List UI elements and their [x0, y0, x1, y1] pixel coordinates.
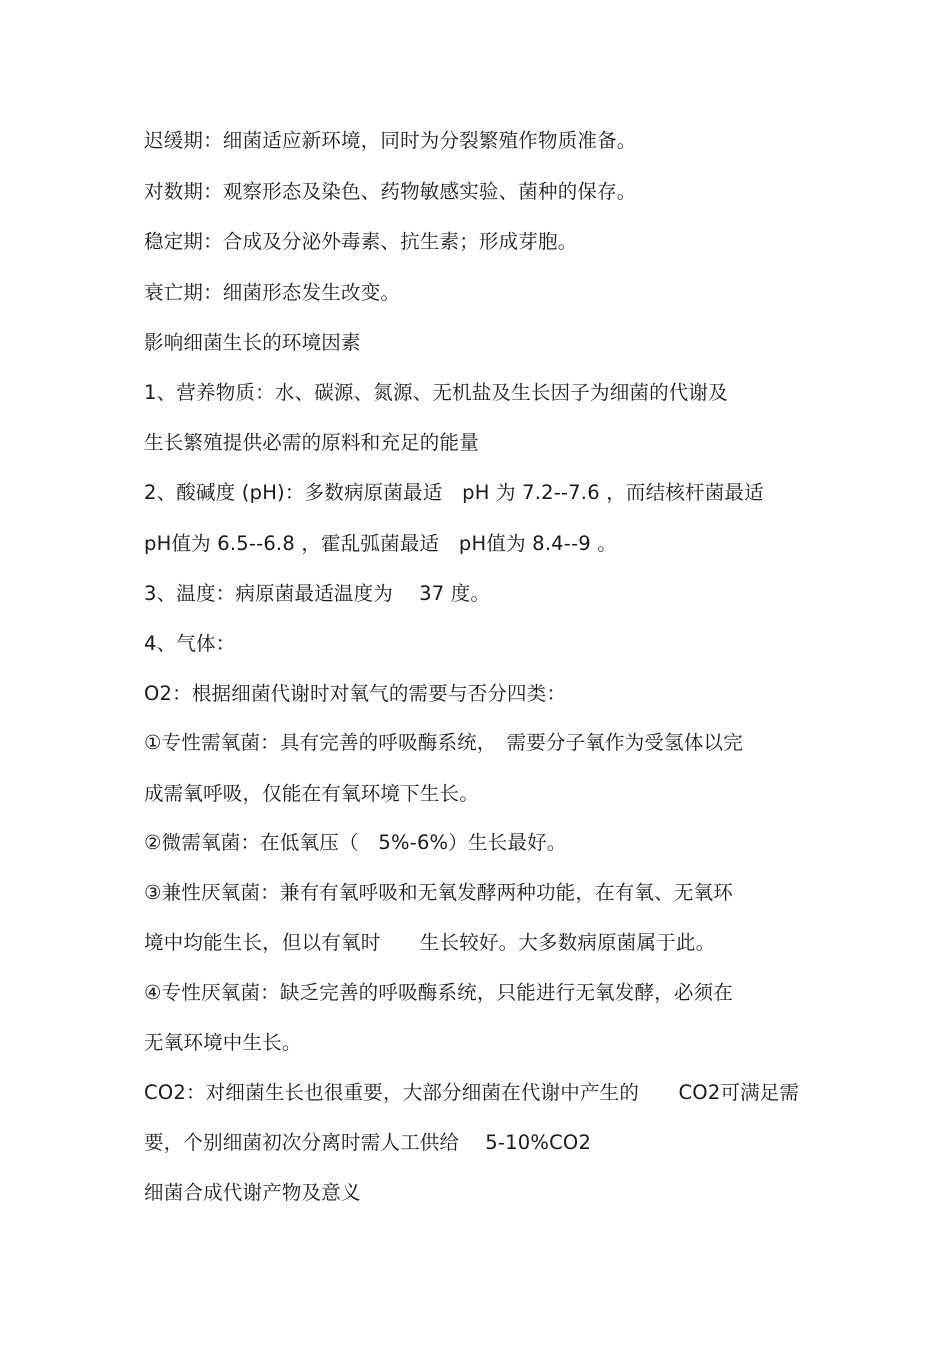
text-line-co2-cont: 要，个别细菌初次分离时需人工供给 5-10%CO2	[144, 1131, 592, 1154]
text-line-obligate-anaerobe-cont: 无氧环境中生长。	[144, 1031, 302, 1054]
text-line-ph: 2、酸碱度 (pH)：多数病原菌最适 pH 为 7.2--7.6 ，而结核杆菌最适	[144, 481, 764, 504]
text-line-o2: O2：根据细菌代谢时对氧气的需要与否分四类：	[144, 682, 567, 705]
text-line-ph-cont: pH值为 6.5--6.8 ，霍乱弧菌最适 pH值为 8.4--9 。	[144, 532, 617, 555]
text-line-gas: 4、气体：	[144, 632, 236, 655]
text-line-log-phase: 对数期：观察形态及染色、药物敏感实验、菌种的保存。	[144, 180, 637, 203]
text-line-obligate-anaerobe: ④专性厌氧菌：缺乏完善的呼吸酶系统，只能进行无氧发酵，必须在	[144, 981, 733, 1004]
text-line-obligate-aerobe-cont: 成需氧呼吸，仅能在有氧环境下生长。	[144, 782, 479, 805]
section-heading-environment: 影响细菌生长的环境因素	[144, 331, 361, 354]
text-line-lag-phase: 迟缓期：细菌适应新环境，同时为分裂繁殖作物质准备。	[144, 129, 637, 152]
text-line-obligate-aerobe: ①专性需氧菌：具有完善的呼吸酶系统， 需要分子氧作为受氢体以完	[144, 731, 743, 754]
text-line-nutrients-cont: 生长繁殖提供必需的原料和充足的能量	[144, 431, 479, 454]
text-line-facultative-anaerobe-cont: 境中均能生长，但以有氧时 生长较好。大多数病原菌属于此。	[144, 931, 716, 954]
text-line-nutrients: 1、营养物质：水、碳源、氮源、无机盐及生长因子为细菌的代谢及	[144, 381, 728, 404]
text-line-temperature: 3、温度：病原菌最适温度为 37 度。	[144, 582, 491, 605]
text-line-decline-phase: 衰亡期：细菌形态发生改变。	[144, 281, 401, 304]
text-line-co2: CO2：对细菌生长也很重要，大部分细菌在代谢中产生的 CO2可满足需	[144, 1081, 800, 1104]
text-line-facultative-anaerobe: ③兼性厌氧菌：兼有有氧呼吸和无氧发酵两种功能，在有氧、无氧环	[144, 881, 733, 904]
text-line-stationary-phase: 稳定期：合成及分泌外毒素、抗生素；形成芽胞。	[144, 230, 578, 253]
section-heading-synthesis-products: 细菌合成代谢产物及意义	[144, 1181, 361, 1204]
text-line-microaerophile: ②微需氧菌：在低氧压（ 5%-6%）生长最好。	[144, 831, 567, 854]
